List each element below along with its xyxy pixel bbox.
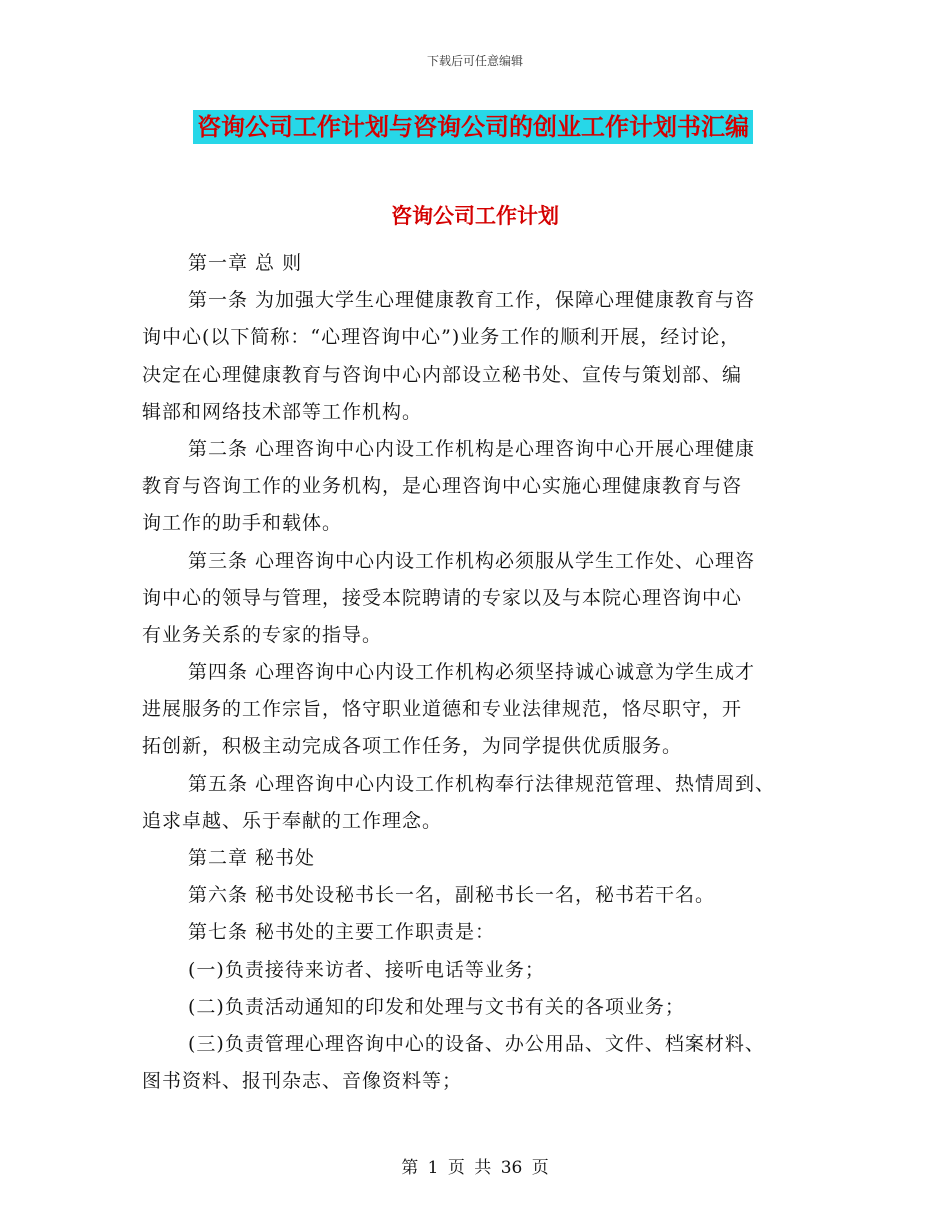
page-footer: 第 1 页 共 36 页: [401, 1158, 549, 1178]
body-line: 第二条 心理咨询中心内设工作机构是心理咨询中心开展心理健康: [188, 437, 756, 460]
body-line: 询中心(以下简称：“心理咨询中心”)业务工作的顺利开展，经讨论，: [142, 326, 741, 349]
body-line: 第七条 秘书处的主要工作职责是：: [188, 921, 496, 944]
body-line: 进展服务的工作宗旨，恪守职业道德和专业法律规范，恪尽职守，开: [142, 698, 743, 721]
body-line: 询中心的领导与管理，接受本院聘请的专家以及与本院心理咨询中心: [142, 586, 743, 609]
body-line: 第六条 秘书处设秘书长一名，副秘书长一名，秘书若干名。: [188, 884, 716, 907]
page-header-note: 下载后可任意编辑: [426, 54, 523, 68]
body-line: 第一条 为加强大学生心理健康教育工作，保障心理健康教育与咨: [188, 289, 756, 312]
body-line: 辑部和网络技术部等工作机构。: [142, 400, 423, 423]
section-title: 咨询公司工作计划: [391, 204, 559, 228]
document-title: 咨询公司工作计划与咨询公司的创业工作计划书汇编: [193, 110, 753, 144]
body-line: (一)负责接待来访者、接听电话等业务；: [188, 958, 545, 981]
body-line: 第一章 总 则: [188, 252, 303, 274]
body-line: 第二章 秘书处: [188, 847, 316, 869]
body-line: 教育与咨询工作的业务机构，是心理咨询中心实施心理健康教育与咨: [142, 475, 743, 498]
body-line: 追求卓越、乐于奉献的工作理念。: [142, 809, 443, 832]
body-line: 第三条 心理咨询中心内设工作机构必须服从学生工作处、心理咨: [188, 549, 756, 572]
body-line: 第四条 心理咨询中心内设工作机构必须坚持诚心诚意为学生成才: [188, 661, 756, 684]
document-body: [142, 245, 822, 1100]
body-line: 询工作的助手和载体。: [142, 512, 343, 535]
body-line: 决定在心理健康教育与咨询中心内部设立秘书处、宣传与策划部、编: [142, 363, 743, 386]
body-line: 图书资料、报刊杂志、音像资料等；: [142, 1070, 463, 1093]
body-line: 有业务关系的专家的指导。: [142, 623, 383, 646]
body-line: (三)负责管理心理咨询中心的设备、办公用品、文件、档案材料、: [188, 1032, 765, 1055]
body-line: 第五条 心理咨询中心内设工作机构奉行法律规范管理、热情周到、: [188, 772, 776, 795]
body-line: (二)负责活动通知的印发和处理与文书有关的各项业务；: [188, 995, 685, 1018]
body-line: 拓创新，积极主动完成各项工作任务，为同学提供优质服务。: [142, 735, 683, 758]
